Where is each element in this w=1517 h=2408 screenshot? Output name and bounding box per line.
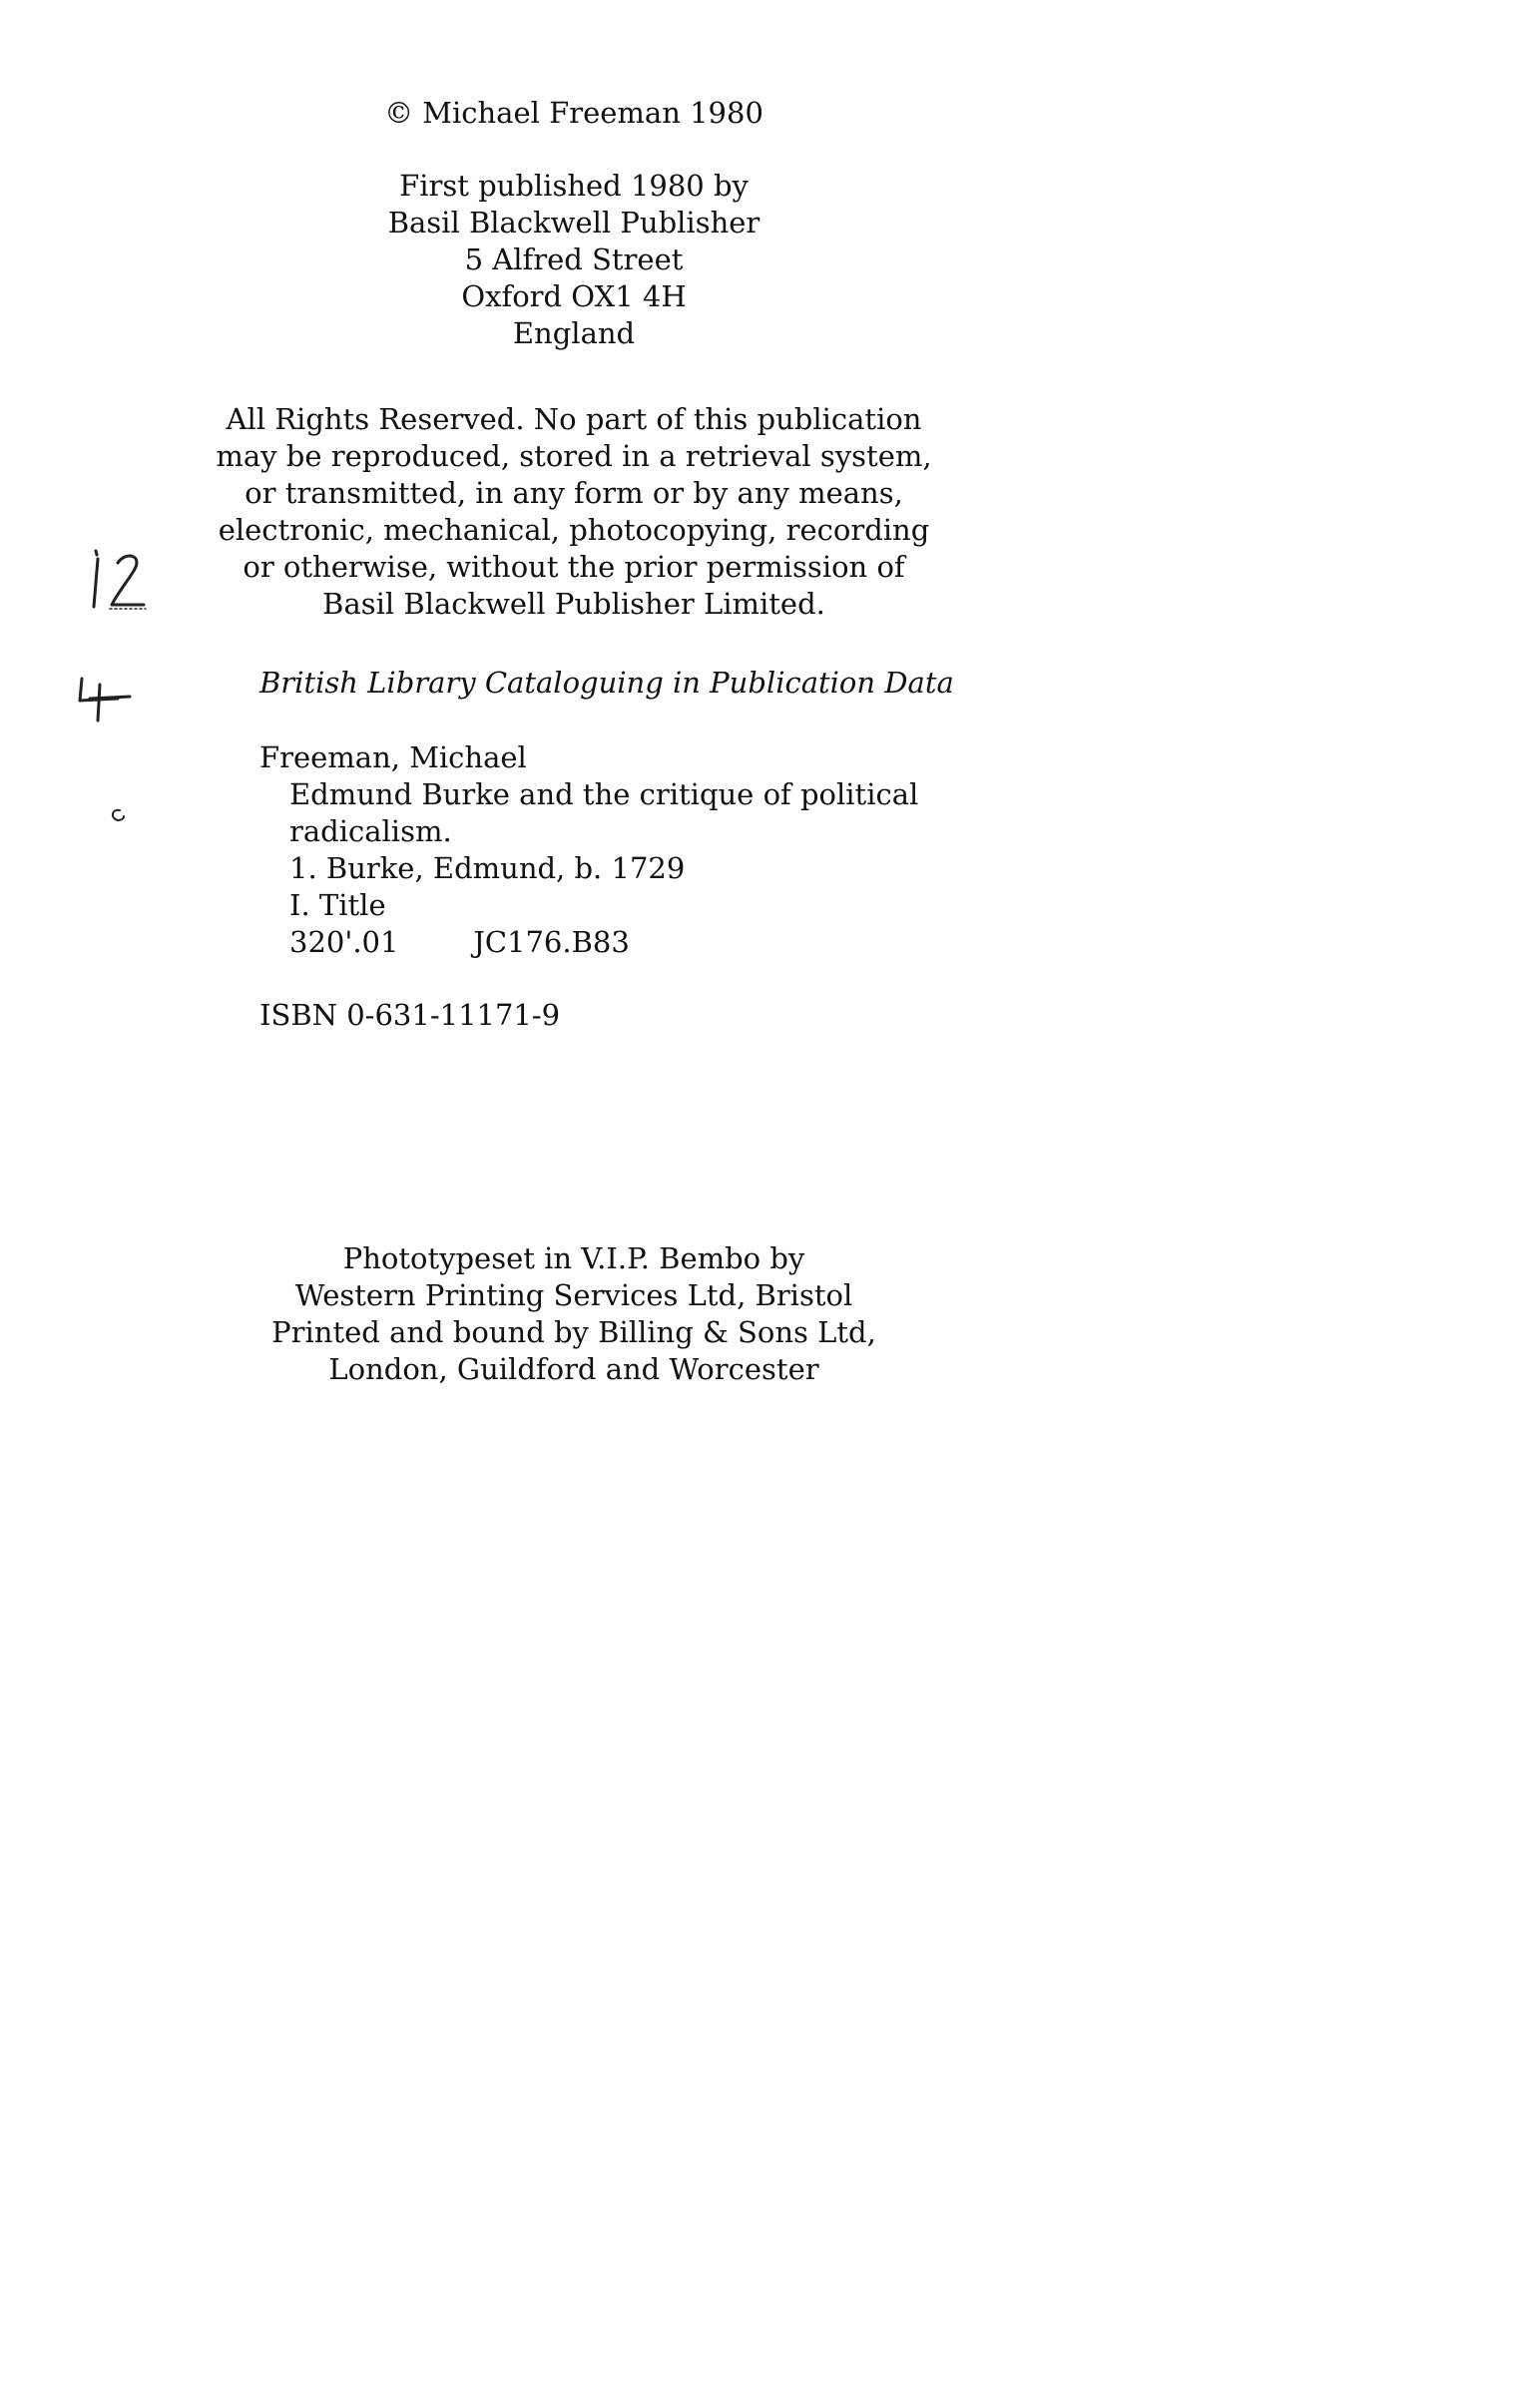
rights-line: electronic, mechanical, photocopying, recording (218, 513, 930, 547)
publisher-line: Oxford OX1 4H (461, 279, 687, 313)
isbn-block (259, 997, 560, 1034)
printer-line: London, Guildford and Worcester (328, 1352, 819, 1386)
rights-line: may be reproduced, stored in a retrieval system, (216, 439, 932, 473)
cip-lc-class: JC176.B83 (473, 925, 630, 959)
copyright-text: Michael Freeman 1980 (422, 96, 763, 130)
copyright-line (75, 95, 1073, 132)
handwritten-marks (60, 549, 190, 868)
rights-line: All Rights Reserved. No part of this publication (226, 402, 922, 436)
publisher-line: First published 1980 by (399, 169, 749, 203)
cip-subject: 1. Burke, Edmund, b. 1729 (289, 851, 686, 885)
cip-title-line: radicalism. (289, 814, 452, 848)
cip-classmarks (259, 924, 918, 961)
printer-line: Phototypeset in V.I.P. Bembo by (342, 1241, 805, 1275)
copyright-symbol: © (384, 96, 414, 130)
publisher-line: England (512, 316, 636, 350)
handwritten-mark-4 (80, 679, 130, 721)
rights-line: or otherwise, without the prior permission of (243, 550, 905, 584)
handwritten-mark-12 (94, 551, 146, 609)
cip-heading-block (259, 665, 954, 702)
printer-line: Printed and bound by Billing & Sons Ltd, (271, 1315, 876, 1349)
isbn: ISBN 0-631-11171-9 (259, 998, 561, 1032)
printer-line: Western Printing Services Ltd, Bristol (294, 1278, 853, 1312)
handwritten-mark-c (113, 810, 124, 820)
publisher-line: 5 Alfred Street (464, 242, 684, 276)
rights-line: or transmitted, in any form or by any means, (245, 476, 903, 510)
cip-author: Freeman, Michael (259, 740, 527, 774)
cip-title-entry: I. Title (289, 888, 386, 922)
publisher-line: Basil Blackwell Publisher (387, 206, 760, 240)
cip-title-line: Edmund Burke and the critique of political (289, 777, 919, 811)
cip-dewey: 320'.01 (289, 925, 399, 959)
cip-heading: British Library Cataloguing in Publication Data (259, 666, 954, 700)
cip-entry (259, 739, 918, 961)
rights-line: Basil Blackwell Publisher Limited. (322, 587, 825, 621)
